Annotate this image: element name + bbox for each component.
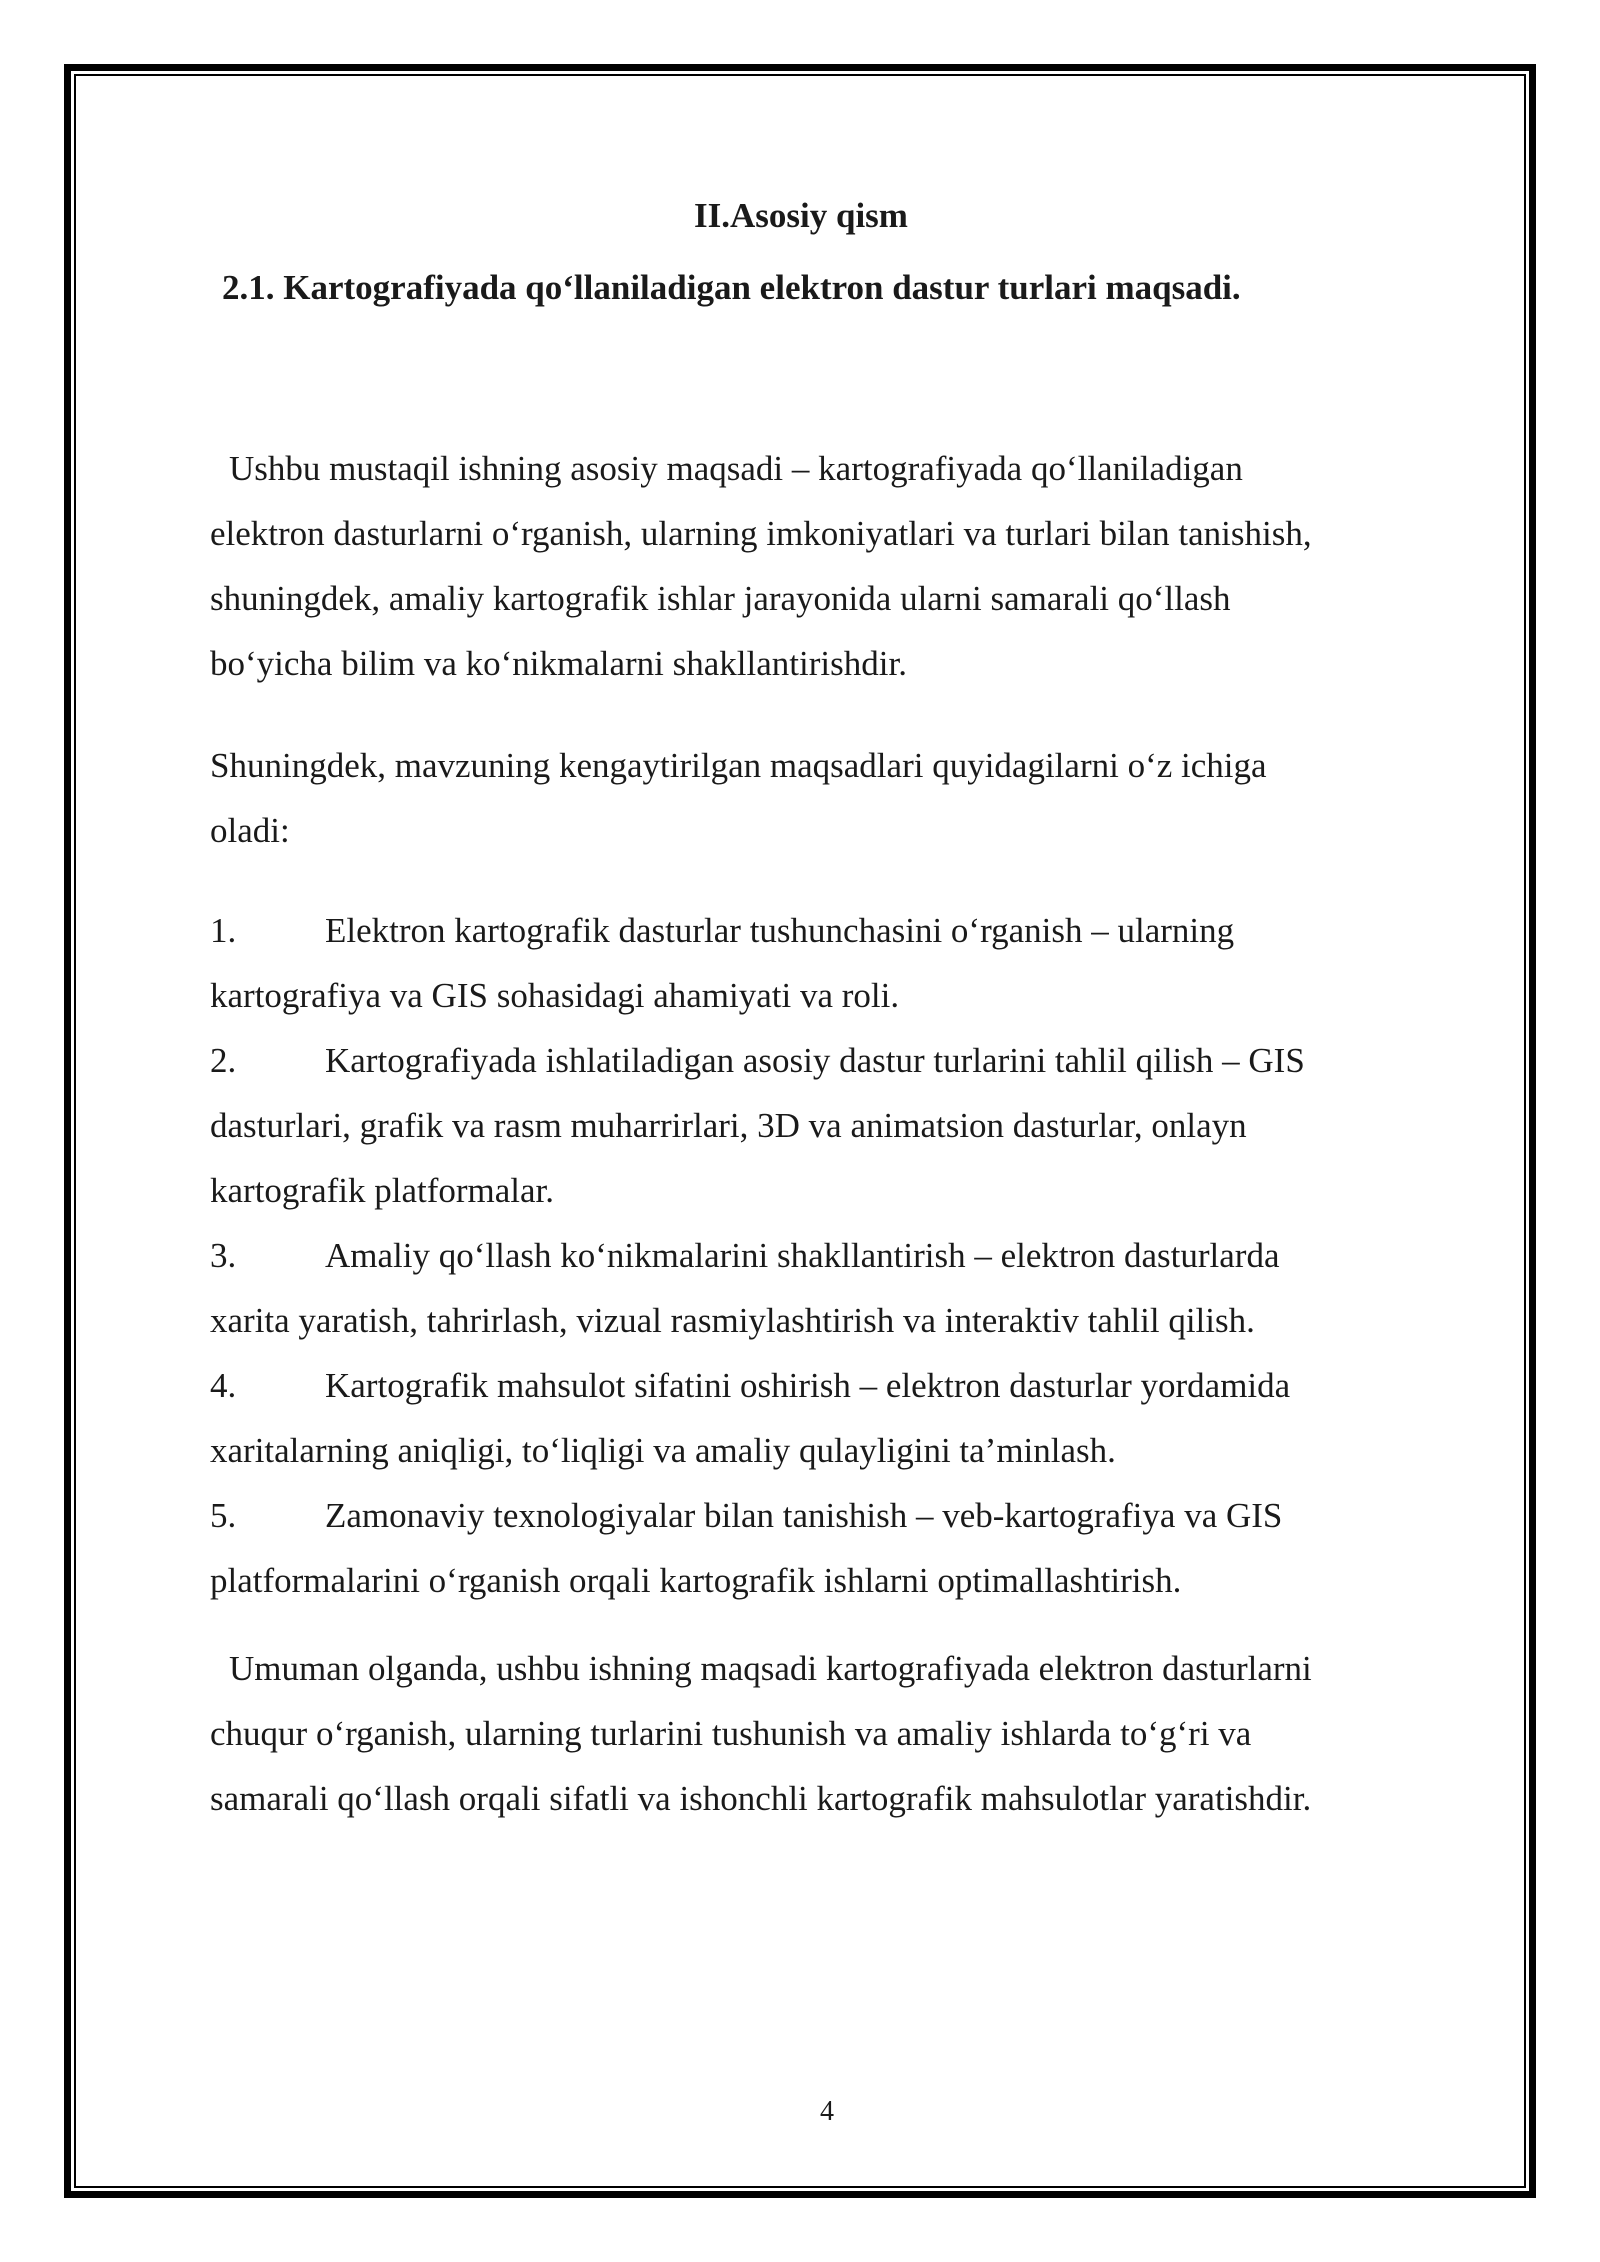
subsection-heading: 2.1. Kartografiyada qo‘llaniladigan elektron dastur turlari maqsadi. — [222, 268, 1241, 307]
list-item-text: platformalarini o‘rganish orqali kartografik ishlarni optimallashtirish. — [210, 1561, 1182, 1600]
list-item-number: 2. — [210, 1041, 237, 1080]
list-item-text: Kartografik mahsulot sifatini oshirish – elektron dasturlar yordamida — [325, 1366, 1291, 1405]
paragraph-line: Shuningdek, mavzuning kengaytirilgan maqsadlari quyidagilarni o‘z ichiga — [210, 746, 1267, 785]
extended-goals-paragraph — [210, 733, 1410, 863]
paragraph-line: elektron dasturlarni o‘rganish, ularning imkoniyatlari va turlari bilan tanishish, — [210, 514, 1312, 553]
list-item — [210, 1353, 1410, 1483]
list-item-text: xarita yaratish, tahrirlash, vizual rasmiylashtirish va interaktiv tahlil qilish. — [210, 1301, 1255, 1340]
goals-list — [210, 898, 1410, 1613]
paragraph-line: Ushbu mustaqil ishning asosiy maqsadi – kartografiyada qo‘llaniladigan — [229, 449, 1243, 488]
paragraph-line: Umuman olganda, ushbu ishning maqsadi kartografiyada elektron dasturlarni — [229, 1649, 1312, 1688]
conclusion-paragraph — [210, 1636, 1410, 1831]
list-item-text: kartografik platformalar. — [210, 1171, 555, 1210]
list-item-number: 1. — [210, 911, 237, 950]
list-item-text: xaritalarning aniqligi, to‘liqligi va amaliy qulayligini ta’minlash. — [210, 1431, 1116, 1470]
intro-paragraph — [210, 436, 1410, 696]
list-item — [210, 1223, 1410, 1353]
list-item-text: kartografiya va GIS sohasidagi ahamiyati va roli. — [210, 976, 900, 1015]
list-item-text: Elektron kartografik dasturlar tushunchasini o‘rganish – ularning — [325, 911, 1235, 950]
paragraph-line: bo‘yicha bilim va ko‘nikmalarni shakllantirishdir. — [210, 644, 907, 683]
section-heading: II.Asosiy qism — [694, 196, 908, 235]
list-item-text: Amaliy qo‘llash ko‘nikmalarini shakllantirish – elektron dasturlarda — [325, 1236, 1280, 1275]
list-item-number: 3. — [210, 1236, 237, 1275]
page-number: 4 — [820, 2096, 834, 2127]
list-item-text: Zamonaviy texnologiyalar bilan tanishish – veb-kartografiya va GIS — [325, 1496, 1283, 1535]
list-item-number: 4. — [210, 1366, 237, 1405]
paragraph-line: chuqur o‘rganish, ularning turlarini tushunish va amaliy ishlarda to‘g‘ri va — [210, 1714, 1252, 1753]
paragraph-line: samarali qo‘llash orqali sifatli va ishonchli kartografik mahsulotlar yaratishdir. — [210, 1779, 1312, 1818]
list-item — [210, 898, 1410, 1028]
paragraph-line: oladi: — [210, 811, 290, 850]
list-item-text: dasturlari, grafik va rasm muharrirlari, 3D va animatsion dasturlar, onlayn — [210, 1106, 1247, 1145]
list-item — [210, 1483, 1410, 1613]
list-item — [210, 1028, 1410, 1223]
paragraph-line: shuningdek, amaliy kartografik ishlar jarayonida ularni samarali qo‘llash — [210, 579, 1231, 618]
list-item-number: 5. — [210, 1496, 237, 1535]
list-item-text: Kartografiyada ishlatiladigan asosiy dastur turlarini tahlil qilish – GIS — [325, 1041, 1305, 1080]
